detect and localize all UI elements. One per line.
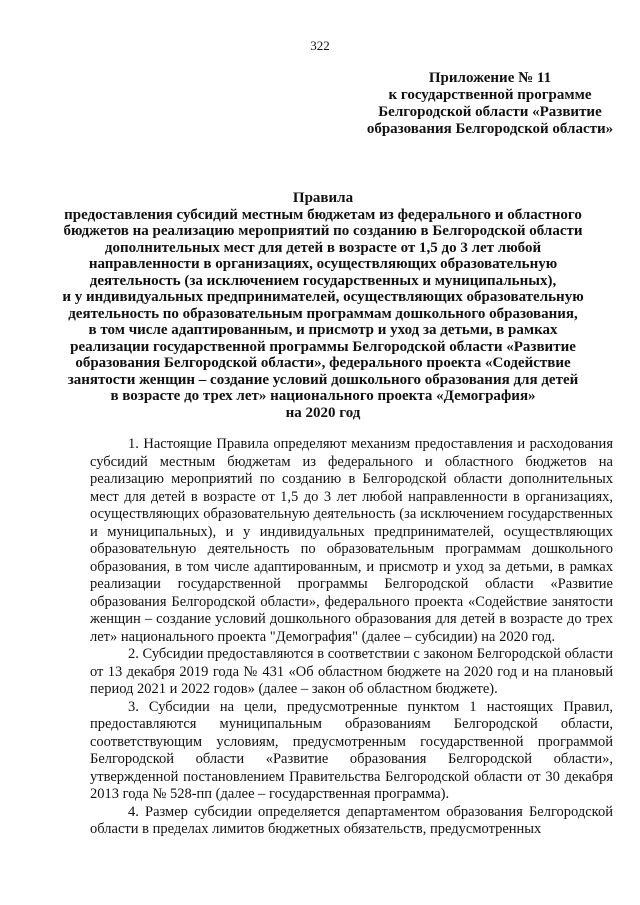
title-line: и у индивидуальных предпринимателей, осуществляющих образовательную	[62, 289, 584, 305]
appendix-line: Белгородской области «Развитие	[378, 104, 602, 120]
page-number: 322	[310, 38, 330, 53]
title-line: в том числе адаптированным, и присмотр и уход за детьми, в рамках	[88, 322, 558, 338]
title-line: бюджетов на реализацию мероприятий по созданию в Белгородской области	[63, 223, 583, 239]
title-line: Правила	[292, 190, 354, 206]
title-line: реализации государственной программы Белгородской области «Развитие	[70, 338, 576, 355]
document-title	[40, 190, 606, 421]
title-line: деятельность (за исключением государственных и муниципальных),	[89, 272, 557, 289]
appendix-header	[340, 70, 640, 138]
paragraph-3: 3. Субсидии на цели, предусмотренные пунктом 1 настоящих Правил, предоставляются муниципальным образованиям Белгородской области, соответствующим условиям, предусмотренным государственной программой Белгородской области «Развитие образования Белгородской области», утвержденной постановлением Правительства Белгородской области от 30 декабря 2013 года № 528-пп (далее – государственная программа).	[90, 698, 613, 802]
appendix-line: Приложение № 11	[428, 70, 552, 86]
title-line: деятельность по образовательным программам дошкольного образования,	[68, 305, 578, 322]
title-line: на 2020 год	[285, 404, 361, 421]
title-line: в возрасте до трех лет» национального проекта «Демография»	[110, 388, 536, 404]
document-body	[90, 436, 613, 839]
title-line: предоставления субсидий местным бюджетам из федерального и областного	[64, 206, 582, 223]
title-line: дополнительных мест для детей в возрасте от 1,5 до 3 лет любой	[104, 239, 542, 256]
title-line: направленности в организациях, осуществляющих образовательную	[88, 256, 558, 272]
paragraph-4: 4. Размер субсидии определяется департаментом образования Белгородской области в пределах лимитов бюджетных обязательств, предусмотренных	[90, 803, 613, 837]
title-line: занятости женщин – создание условий дошкольного образования для детей	[67, 371, 579, 388]
paragraph-1: 1. Настоящие Правила определяют механизм предоставления и расходования субсидий местным бюджетам из федерального и областного бюджетов на реализацию мероприятий по созданию в Белгородской области дополнительных мест для детей в возрасте от 1,5 до 3 лет любой направленности в организациях, осуществляющих образовательную деятельность (за исключением государственных и муниципальных), и у индивидуальных предпринимателей, осуществляющих образовательную деятельность по образовательным программам дошкольного образования, в том числе адаптированным, и присмотр и уход за детьми, в рамках реализации государственной программы Белгородской области «Развитие образования Белгородской области», федерального проекта «Содействие занятости женщин – создание условий дошкольного образования для детей в возрасте до трех лет» национального проекта "Демография" (далее – субсидии) на 2020 год.	[90, 436, 613, 645]
appendix-line: образования Белгородской области»	[366, 121, 614, 137]
title-line: образования Белгородской области», федерального проекта «Содействие	[75, 355, 571, 371]
appendix-line: к государственной программе	[388, 87, 592, 103]
paragraph-2: 2. Субсидии предоставляются в соответствии с законом Белгородской области от 13 декабря 2019 года № 431 «Об областном бюджете на 2020 год и на плановый период 2021 и 2022 годов» (далее – закон об областном бюджете).	[90, 646, 613, 697]
